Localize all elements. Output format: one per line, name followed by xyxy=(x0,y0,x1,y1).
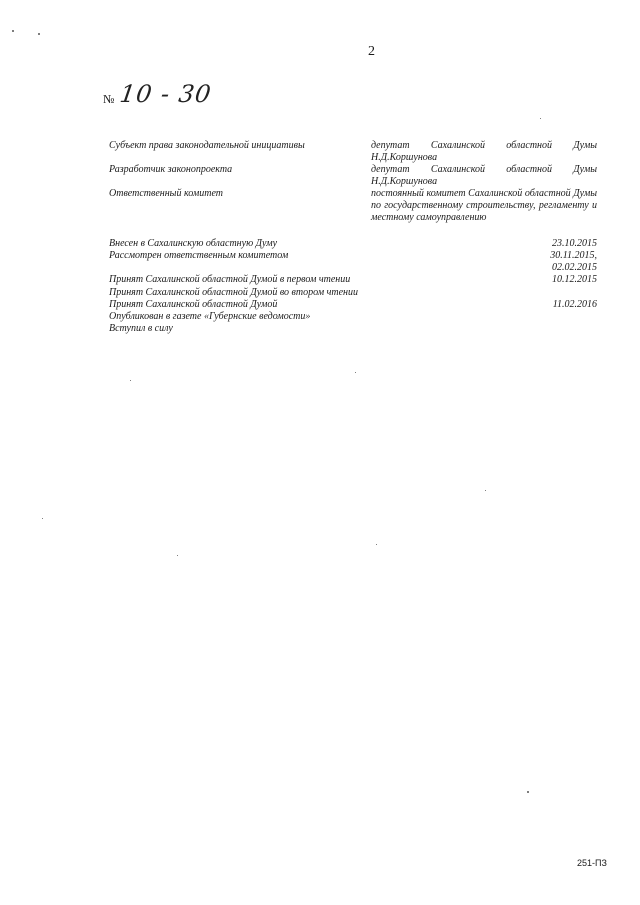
scan-speck xyxy=(485,490,486,491)
value-initiative-subject: депутат Сахалинской областной Думы Н.Д.Коршунова xyxy=(371,140,597,163)
label-responsible-committee: Ответственный комитет xyxy=(109,188,223,199)
date-first-reading: 10.12.2015 xyxy=(552,274,597,285)
scan-speck xyxy=(177,555,178,556)
label-published: Опубликован в газете «Губернские ведомости» xyxy=(109,311,311,322)
scan-speck xyxy=(38,33,40,35)
scan-speck xyxy=(527,791,529,793)
page-number: 2 xyxy=(368,44,375,59)
scan-speck xyxy=(130,380,131,381)
label-committee-review: Рассмотрен ответственным комитетом xyxy=(109,250,289,261)
registration-number-handwritten: 10 - 30 xyxy=(118,80,214,108)
document-code: 251-ПЗ xyxy=(577,858,607,868)
registration-prefix: № xyxy=(103,92,115,106)
label-second-reading: Принят Сахалинской областной Думой во втором чтении xyxy=(109,287,359,298)
label-submitted: Внесен в Сахалинскую областную Думу xyxy=(109,238,278,249)
date-adopted: 11.02.2016 xyxy=(552,299,597,310)
label-first-reading: Принят Сахалинской областной Думой в первом чтении xyxy=(109,274,351,285)
scan-speck xyxy=(355,372,356,373)
date-committee-review: 30.11.2015, xyxy=(550,250,597,261)
scan-speck xyxy=(376,544,377,545)
scan-speck xyxy=(42,518,43,519)
date-committee-review-2: 02.02.2015 xyxy=(552,262,597,273)
scan-speck xyxy=(540,118,541,119)
scan-speck xyxy=(12,30,14,32)
value-bill-developer: депутат Сахалинской областной Думы Н.Д.Коршунова xyxy=(371,164,597,187)
label-adopted: Принят Сахалинской областной Думой xyxy=(109,299,278,310)
date-submitted: 23.10.2015 xyxy=(552,238,597,249)
value-responsible-committee: постоянный комитет Сахалинской областной Думы по государственному строительству, регламенту и местному самоуправлению xyxy=(371,188,597,223)
label-bill-developer: Разработчик законопроекта xyxy=(109,164,233,175)
label-initiative-subject: Субъект права законодательной инициативы xyxy=(109,140,305,151)
label-entered-into-force: Вступил в силу xyxy=(109,323,173,334)
